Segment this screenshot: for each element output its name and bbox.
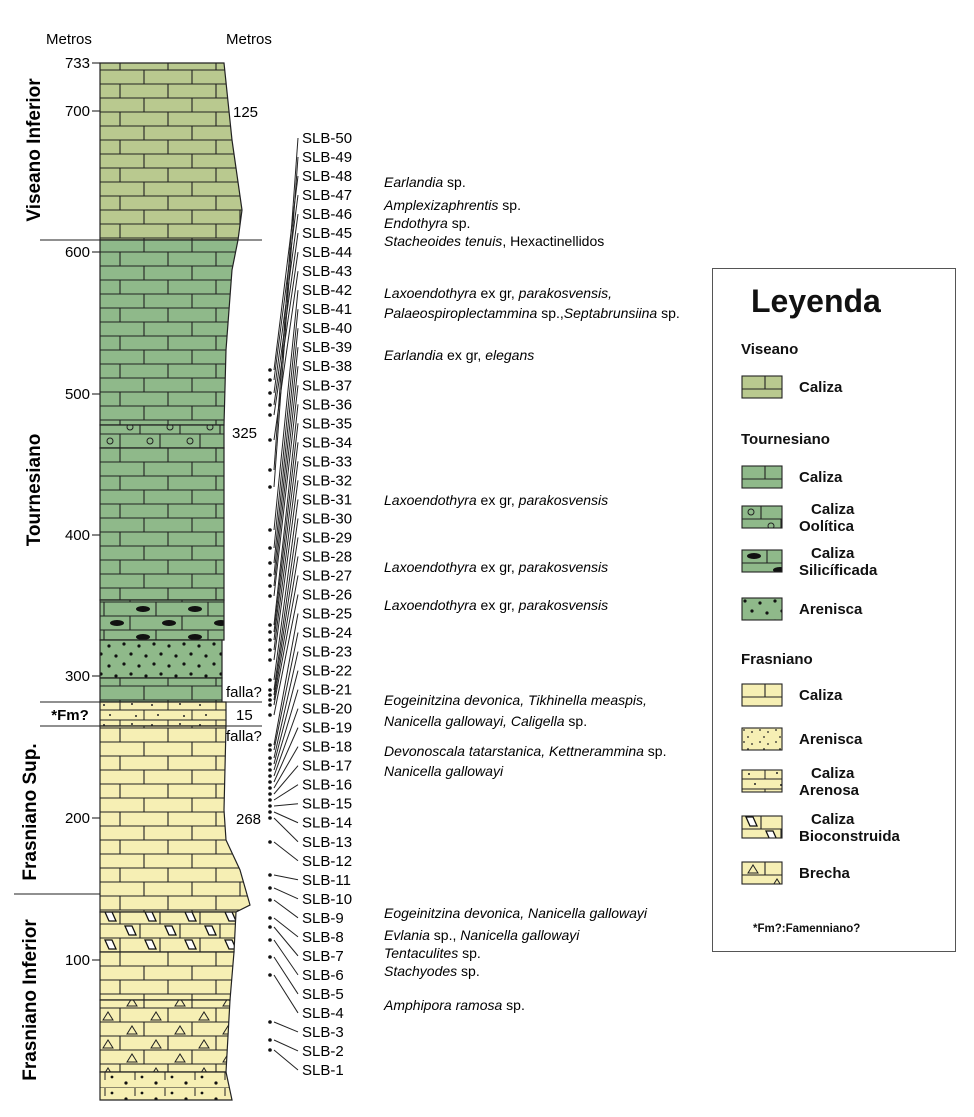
sample-label: SLB-14 [302, 814, 353, 832]
unit-frasniano-sandy-base [100, 1072, 232, 1100]
legend-swatch [741, 375, 783, 399]
sample-dot [268, 630, 272, 634]
fossil-annotation: Laxoendothyra ex gr, parakosvensis [384, 492, 609, 508]
sample-label: SLB-46 [302, 206, 353, 224]
legend-swatch-fill [742, 728, 782, 750]
sample-label: SLB-25 [302, 605, 353, 623]
unit-tournesiano-oolitic [100, 425, 224, 448]
sample-label: SLB-15 [302, 795, 353, 813]
thickness-label: 125 [233, 104, 259, 121]
falla-label: falla? [226, 728, 262, 745]
sample-dot [268, 638, 272, 642]
sample-label: SLB-18 [302, 738, 353, 756]
legend-item-label: Arenisca [799, 601, 863, 618]
sample-leader-line [274, 918, 298, 937]
sample-dot [268, 688, 272, 692]
sample-dot [268, 762, 272, 766]
sample-dot [268, 774, 272, 778]
sample-dot [268, 648, 272, 652]
sample-label: SLB-35 [302, 415, 353, 433]
left-axis-labels [65, 55, 90, 969]
sample-label: SLB-43 [302, 263, 353, 281]
sample-dot [268, 658, 272, 662]
sample-label: SLB-17 [302, 757, 353, 775]
legend-swatch [741, 727, 783, 751]
legend-item-label: Caliza Silicíficada [799, 545, 878, 579]
sample-leader-line [274, 728, 298, 782]
sample-dot [268, 391, 272, 395]
sample-dot [268, 798, 272, 802]
sample-label: SLB-26 [302, 586, 353, 604]
sample-dot [268, 594, 272, 598]
legend-swatch [741, 505, 783, 529]
sample-leader-line [274, 940, 298, 975]
legend-swatch [741, 815, 783, 839]
unit-tournesiano-sandstone [100, 640, 222, 678]
sample-dot [268, 873, 272, 877]
sample-label: SLB-32 [302, 472, 353, 490]
sample-label: SLB-11 [302, 871, 351, 889]
sample-dot [268, 413, 272, 417]
legend-swatch [741, 465, 783, 489]
sample-label: SLB-8 [302, 928, 344, 946]
sample-label: SLB-2 [302, 1042, 344, 1060]
sample-dot [268, 973, 272, 977]
period-frasniano-inf: Frasniano Inferior [20, 919, 41, 1081]
sample-dot [268, 804, 272, 808]
sample-leader-line [274, 1040, 298, 1051]
sample-dot [268, 938, 272, 942]
sample-label: SLB-22 [302, 662, 353, 680]
legend-note: *Fm?:Famenniano? [753, 923, 861, 935]
legend-swatch-fill [742, 684, 782, 706]
sample-label: SLB-50 [302, 130, 353, 147]
fossil-annotation: Stacheoides tenuis, Hexactinellidos [384, 233, 605, 249]
legend-swatch [741, 597, 783, 621]
sample-label: SLB-12 [302, 852, 353, 870]
sample-dot [268, 546, 272, 550]
period-labels [20, 78, 89, 1081]
fossil-annotation: Evlania sp., Nanicella gallowayi [384, 927, 580, 943]
unit-frasniano-limestone-upper [100, 726, 250, 912]
sample-label: SLB-31 [302, 491, 353, 509]
legend-swatch [741, 683, 783, 707]
legend-swatch-fill [742, 376, 782, 398]
sample-label: SLB-44 [302, 244, 353, 262]
sample-dot [268, 693, 272, 697]
sample-label: SLB-4 [302, 1004, 344, 1022]
right-axis-header: Metros [226, 31, 272, 48]
thickness-label: 325 [232, 425, 258, 442]
legend-swatch [741, 549, 783, 573]
legend-item-label: Caliza [799, 687, 843, 704]
thickness-label: 268 [236, 811, 262, 828]
sample-dot [268, 886, 272, 890]
sample-dot [268, 485, 272, 489]
sample-dot [268, 1020, 272, 1024]
sample-label: SLB-23 [302, 643, 353, 661]
legend-item-label: Caliza Bioconstruida [799, 811, 900, 845]
sample-dot [268, 792, 272, 796]
legend-item-label: Brecha [799, 865, 850, 882]
unit-tournesiano-limestone-lower [100, 678, 222, 702]
sample-label: SLB-38 [302, 358, 353, 376]
unit-frasniano-breccia [100, 1000, 230, 1072]
legend-title: Leyenda [751, 283, 881, 319]
sample-label: SLB-33 [302, 453, 353, 471]
sample-leader-line [274, 1022, 298, 1032]
legend-swatch-fill [742, 598, 782, 620]
fossil-annotation: Palaeospiroplectammina sp.,Septabrunsiina sp. [384, 305, 680, 321]
sample-leader-line [274, 842, 298, 861]
legend-item-label: Arenisca [799, 731, 863, 748]
sample-dot [268, 678, 272, 682]
sample-label: SLB-49 [302, 149, 353, 167]
sample-dot [268, 403, 272, 407]
sample-dot [268, 368, 272, 372]
legend [712, 268, 956, 952]
unit-frasniano-limestone-middle [100, 952, 234, 1000]
unit-tournesiano-limestone-upper [100, 240, 238, 425]
sample-dot [268, 810, 272, 814]
legend-swatch-fill [742, 816, 782, 838]
tick-label: 500 [64, 386, 90, 403]
unit-tournesiano-limestone-middle [100, 448, 224, 600]
legend-swatch-fill [742, 862, 782, 884]
sample-dot [268, 1038, 272, 1042]
fossil-annotation: Tentaculites sp. [384, 945, 481, 961]
sample-label: SLB-3 [302, 1023, 344, 1041]
sample-dot [268, 623, 272, 627]
period-fm: *Fm? [51, 707, 89, 724]
sample-leader-line [274, 975, 298, 1013]
sample-leader-line [274, 690, 298, 770]
sample-markers [268, 130, 352, 1079]
sample-label: SLB-7 [302, 947, 344, 965]
sample-label: SLB-30 [302, 510, 353, 528]
sample-label: SLB-28 [302, 548, 353, 566]
sample-dot [268, 698, 272, 702]
falla-label: falla? [226, 684, 262, 701]
sample-label: SLB-27 [302, 567, 353, 585]
fossil-annotation: Laxoendothyra ex gr, parakosvensis, [384, 285, 613, 301]
legend-item-label: Caliza Oolítica [799, 501, 855, 535]
fossil-annotation: Amphipora ramosa sp. [384, 997, 525, 1013]
fossil-annotation: Eogeinitzina devonica, Tikhinella measpis, [384, 692, 647, 708]
unit-viseano-limestone [100, 63, 242, 240]
sample-dot [268, 561, 272, 565]
sample-dot [268, 748, 272, 752]
sample-leader-line [274, 927, 298, 956]
sample-label: SLB-9 [302, 909, 344, 927]
tick-label: 100 [64, 952, 90, 969]
sample-leader-line [274, 957, 298, 994]
legend-item-label: Caliza [799, 469, 843, 486]
sample-label: SLB-13 [302, 833, 353, 851]
left-axis [92, 63, 100, 960]
tick-label: 400 [64, 527, 90, 544]
sample-label: SLB-16 [302, 776, 353, 794]
fossil-annotation: Endothyra sp. [384, 215, 471, 231]
sample-label: SLB-37 [302, 377, 353, 395]
tick-label: 733 [64, 55, 90, 72]
sample-dot [268, 898, 272, 902]
legend-swatch-fill [742, 466, 782, 488]
fossil-annotation: Laxoendothyra ex gr, parakosvensis [384, 559, 609, 575]
legend-swatch-fill [742, 770, 782, 792]
period-frasniano-sup: Frasniano Sup. [20, 743, 41, 881]
sample-dot [268, 1048, 272, 1052]
sample-label: SLB-47 [302, 187, 353, 205]
sample-leader-line [274, 1050, 298, 1070]
tick-label: 700 [64, 103, 90, 120]
left-axis-header: Metros [46, 31, 92, 48]
fossil-annotation: Nanicella gallowayi, Caligella sp. [384, 713, 588, 729]
sample-dot [268, 955, 272, 959]
fossil-annotation: Eogeinitzina devonica, Nanicella gallowayi [384, 905, 648, 921]
sample-label: SLB-41 [302, 301, 353, 319]
sample-dot [268, 916, 272, 920]
unit-famenniano-sandy-limestone [100, 702, 226, 726]
legend-group-title: Frasniano [741, 651, 813, 668]
unit-tournesiano-silicified [100, 600, 224, 640]
sample-dot [268, 703, 272, 707]
sample-label: SLB-45 [302, 225, 353, 243]
sample-leader-line [274, 766, 298, 794]
fossil-annotation: Laxoendothyra ex gr, parakosvensis [384, 597, 609, 613]
legend-group-title: Viseano [741, 341, 799, 358]
legend-item-label: Caliza [799, 379, 843, 396]
sample-dot [268, 768, 272, 772]
sample-dot [268, 584, 272, 588]
sample-label: SLB-42 [302, 282, 353, 300]
sample-label: SLB-20 [302, 700, 353, 718]
sample-label: SLB-19 [302, 719, 353, 737]
sample-dot [268, 468, 272, 472]
tick-label: 200 [64, 810, 90, 827]
sample-label: SLB-21 [302, 681, 353, 699]
sample-dot [268, 528, 272, 532]
tick-label: 600 [64, 244, 90, 261]
period-tournesiano: Tournesiano [24, 433, 45, 547]
sample-label: SLB-39 [302, 339, 353, 357]
sample-dot [268, 816, 272, 820]
fossil-annotation: Stachyodes sp. [384, 963, 480, 979]
fossil-annotation: Earlandia sp. [384, 174, 466, 190]
sample-label: SLB-10 [302, 890, 353, 908]
legend-group-title: Tournesiano [741, 431, 830, 448]
fossil-annotation: Earlandia ex gr, elegans [384, 347, 535, 363]
sample-dot [268, 840, 272, 844]
unit-frasniano-bioconstructed [100, 912, 236, 952]
sample-leader-line [274, 785, 298, 800]
legend-swatch-fill [742, 550, 782, 572]
sample-dot [268, 438, 272, 442]
sample-label: SLB-6 [302, 966, 344, 984]
sample-dot [268, 780, 272, 784]
sample-label: SLB-40 [302, 320, 353, 338]
sample-label: SLB-5 [302, 985, 344, 1003]
sample-leader-line [274, 875, 298, 880]
thickness-label: 15 [236, 707, 253, 724]
sample-dot [268, 713, 272, 717]
sample-leader-line [274, 804, 298, 806]
legend-swatch [741, 861, 783, 885]
sample-dot [268, 743, 272, 747]
sample-dot [268, 786, 272, 790]
sample-label: SLB-34 [302, 434, 353, 452]
sample-label: SLB-36 [302, 396, 353, 414]
fossil-annotation: Devonoscala tatarstanica, Kettnerammina sp. [384, 743, 667, 759]
sample-dot [268, 756, 272, 760]
period-viseano: Viseano Inferior [24, 78, 45, 222]
sample-label: SLB-29 [302, 529, 353, 547]
legend-swatch [741, 769, 783, 793]
fossil-annotation: Amplexizaphrentis sp. [384, 197, 521, 213]
sample-label: SLB-24 [302, 624, 353, 642]
column-units [100, 63, 250, 1100]
sample-leader-line [274, 888, 298, 899]
fossil-annotation: Nanicella gallowayi [384, 763, 504, 779]
sample-dot [268, 925, 272, 929]
sample-label: SLB-1 [302, 1062, 344, 1079]
sample-label: SLB-48 [302, 168, 353, 186]
sample-dot [268, 573, 272, 577]
legend-item-label: Caliza Arenosa [799, 765, 860, 799]
legend-swatch-fill [742, 506, 782, 528]
fossil-annotations [383, 174, 680, 1013]
sample-dot [268, 378, 272, 382]
sample-leader-line [274, 900, 298, 918]
tick-label: 300 [64, 668, 90, 685]
